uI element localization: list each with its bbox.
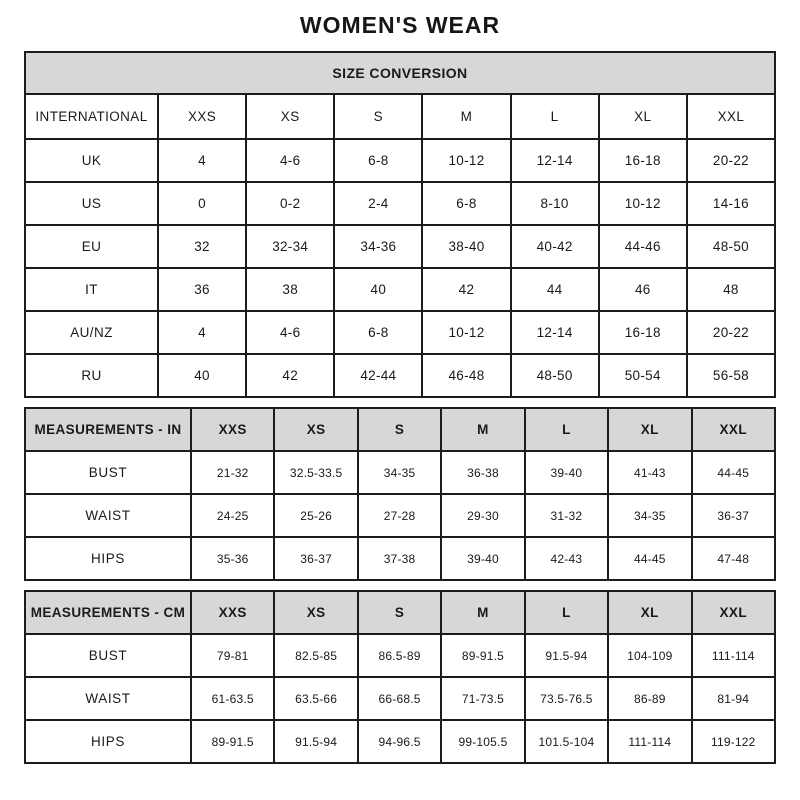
size-header: M xyxy=(441,408,524,451)
size-header: S xyxy=(358,591,441,634)
size-value: 4-6 xyxy=(246,311,334,354)
region-label: AU/NZ xyxy=(25,311,158,354)
size-value: 12-14 xyxy=(511,311,599,354)
measurements-cm-table xyxy=(24,590,776,764)
measurement-value: 44-45 xyxy=(692,451,775,494)
size-header: XXS xyxy=(158,94,246,139)
size-value: 16-18 xyxy=(599,139,687,182)
size-header: L xyxy=(525,591,608,634)
measurement-value: 34-35 xyxy=(358,451,441,494)
measurement-value: 39-40 xyxy=(441,537,524,580)
size-value: 32 xyxy=(158,225,246,268)
measurement-value: 119-122 xyxy=(692,720,775,763)
measurement-value: 71-73.5 xyxy=(441,677,524,720)
size-header: XS xyxy=(274,591,357,634)
size-value: 16-18 xyxy=(599,311,687,354)
measurement-value: 94-96.5 xyxy=(358,720,441,763)
measurement-value: 44-45 xyxy=(608,537,691,580)
region-label: UK xyxy=(25,139,158,182)
size-value: 36 xyxy=(158,268,246,311)
region-label: IT xyxy=(25,268,158,311)
size-header: XS xyxy=(274,408,357,451)
measurement-value: 25-26 xyxy=(274,494,357,537)
measurement-label: BUST xyxy=(25,451,191,494)
measurement-label: WAIST xyxy=(25,494,191,537)
measurement-value: 104-109 xyxy=(608,634,691,677)
size-value: 40 xyxy=(158,354,246,397)
measurement-value: 36-38 xyxy=(441,451,524,494)
size-value: 6-8 xyxy=(334,311,422,354)
measurement-label: BUST xyxy=(25,634,191,677)
measurement-value: 91.5-94 xyxy=(274,720,357,763)
measurement-value: 34-35 xyxy=(608,494,691,537)
region-label: RU xyxy=(25,354,158,397)
measurement-value: 63.5-66 xyxy=(274,677,357,720)
measurement-value: 99-105.5 xyxy=(441,720,524,763)
measurement-value: 91.5-94 xyxy=(525,634,608,677)
size-header: S xyxy=(334,94,422,139)
size-value: 40-42 xyxy=(511,225,599,268)
measurement-value: 89-91.5 xyxy=(441,634,524,677)
size-value: 46-48 xyxy=(422,354,510,397)
size-value: 14-16 xyxy=(687,182,775,225)
measurement-value: 73.5-76.5 xyxy=(525,677,608,720)
size-value: 34-36 xyxy=(334,225,422,268)
table-row xyxy=(25,634,775,677)
measurement-label: WAIST xyxy=(25,677,191,720)
measurements-in-header-row xyxy=(25,408,775,451)
size-value: 20-22 xyxy=(687,139,775,182)
measurement-value: 29-30 xyxy=(441,494,524,537)
measurement-value: 89-91.5 xyxy=(191,720,274,763)
size-value: 6-8 xyxy=(334,139,422,182)
size-header: L xyxy=(525,408,608,451)
size-value: 42-44 xyxy=(334,354,422,397)
measurement-value: 111-114 xyxy=(692,634,775,677)
table-row xyxy=(25,139,775,182)
measurements-in-title: MEASUREMENTS - IN xyxy=(25,408,191,451)
size-header: XXL xyxy=(687,94,775,139)
size-value: 50-54 xyxy=(599,354,687,397)
size-value: 4 xyxy=(158,139,246,182)
size-value: 48 xyxy=(687,268,775,311)
size-header: XL xyxy=(608,408,691,451)
measurement-value: 42-43 xyxy=(525,537,608,580)
measurement-value: 31-32 xyxy=(525,494,608,537)
region-label: EU xyxy=(25,225,158,268)
measurement-value: 61-63.5 xyxy=(191,677,274,720)
measurement-label: HIPS xyxy=(25,537,191,580)
size-value: 4-6 xyxy=(246,139,334,182)
table-row xyxy=(25,677,775,720)
measurement-value: 41-43 xyxy=(608,451,691,494)
size-value: 8-10 xyxy=(511,182,599,225)
size-header: XXS xyxy=(191,591,274,634)
size-value: 38 xyxy=(246,268,334,311)
size-value: 20-22 xyxy=(687,311,775,354)
size-header: M xyxy=(422,94,510,139)
size-header: XL xyxy=(599,94,687,139)
measurement-value: 111-114 xyxy=(608,720,691,763)
size-value: 48-50 xyxy=(511,354,599,397)
measurement-value: 82.5-85 xyxy=(274,634,357,677)
measurement-value: 36-37 xyxy=(274,537,357,580)
size-value: 6-8 xyxy=(422,182,510,225)
measurement-value: 39-40 xyxy=(525,451,608,494)
size-value: 48-50 xyxy=(687,225,775,268)
size-value: 56-58 xyxy=(687,354,775,397)
size-value: 42 xyxy=(422,268,510,311)
measurements-cm-header-row xyxy=(25,591,775,634)
size-value: 0-2 xyxy=(246,182,334,225)
measurement-value: 79-81 xyxy=(191,634,274,677)
measurement-value: 24-25 xyxy=(191,494,274,537)
measurement-label: HIPS xyxy=(25,720,191,763)
table-row xyxy=(25,537,775,580)
measurement-value: 32.5-33.5 xyxy=(274,451,357,494)
size-value: 44-46 xyxy=(599,225,687,268)
measurement-value: 101.5-104 xyxy=(525,720,608,763)
table-row xyxy=(25,225,775,268)
size-value: 12-14 xyxy=(511,139,599,182)
measurements-cm-title: MEASUREMENTS - CM xyxy=(25,591,191,634)
size-value: 46 xyxy=(599,268,687,311)
table-row xyxy=(25,182,775,225)
measurement-value: 66-68.5 xyxy=(358,677,441,720)
size-value: 38-40 xyxy=(422,225,510,268)
size-conversion-title-row xyxy=(25,52,775,94)
table-row xyxy=(25,720,775,763)
measurement-value: 27-28 xyxy=(358,494,441,537)
size-value: 44 xyxy=(511,268,599,311)
measurement-value: 81-94 xyxy=(692,677,775,720)
size-header: XXS xyxy=(191,408,274,451)
table-row xyxy=(25,354,775,397)
size-header: XXL xyxy=(692,408,775,451)
size-header: XL xyxy=(608,591,691,634)
size-value: 42 xyxy=(246,354,334,397)
size-header: L xyxy=(511,94,599,139)
size-value: 10-12 xyxy=(422,311,510,354)
measurement-value: 47-48 xyxy=(692,537,775,580)
page-title: WOMEN'S WEAR xyxy=(299,12,501,38)
size-value: 10-12 xyxy=(599,182,687,225)
size-conversion-table xyxy=(24,51,776,398)
size-value: 32-34 xyxy=(246,225,334,268)
size-value: 40 xyxy=(334,268,422,311)
measurements-in-table xyxy=(24,407,776,581)
size-header: XS xyxy=(246,94,334,139)
table-row xyxy=(25,268,775,311)
size-conversion-title: SIZE CONVERSION xyxy=(25,52,775,94)
size-header: XXL xyxy=(692,591,775,634)
international-header: INTERNATIONAL xyxy=(25,94,158,139)
region-label: US xyxy=(25,182,158,225)
measurement-value: 86.5-89 xyxy=(358,634,441,677)
measurement-value: 21-32 xyxy=(191,451,274,494)
table-row xyxy=(25,311,775,354)
measurement-value: 86-89 xyxy=(608,677,691,720)
table-row xyxy=(25,451,775,494)
measurement-value: 37-38 xyxy=(358,537,441,580)
measurement-value: 35-36 xyxy=(191,537,274,580)
size-value: 2-4 xyxy=(334,182,422,225)
size-value: 4 xyxy=(158,311,246,354)
table-row xyxy=(25,494,775,537)
size-header: M xyxy=(441,591,524,634)
size-conversion-header-row xyxy=(25,94,775,139)
measurement-value: 36-37 xyxy=(692,494,775,537)
size-header: S xyxy=(358,408,441,451)
size-value: 0 xyxy=(158,182,246,225)
size-value: 10-12 xyxy=(422,139,510,182)
